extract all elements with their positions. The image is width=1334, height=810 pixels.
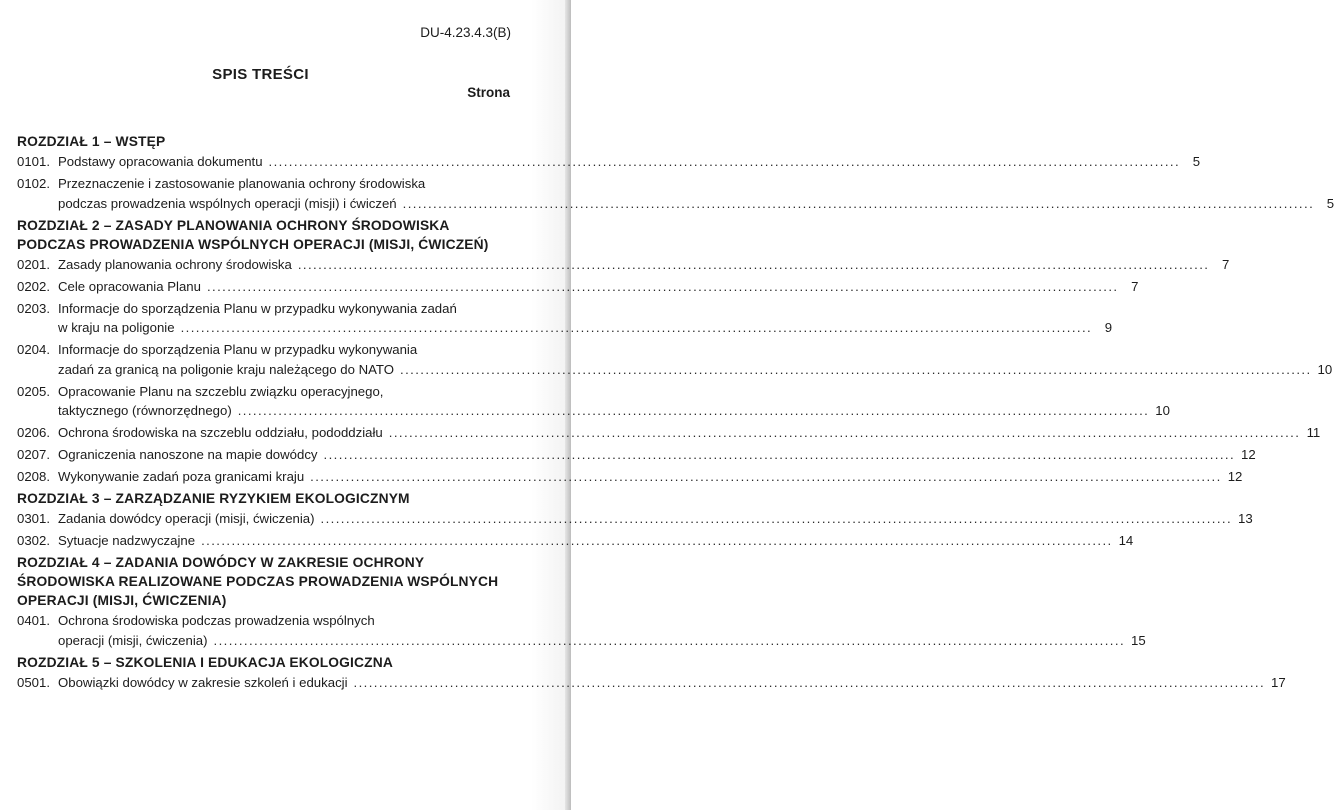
entry-title-last-line [58,531,1133,551]
entry-number: 0205. [17,383,51,399]
entry-body [58,509,1252,529]
entry-body [58,340,1332,379]
entry-number: 0201. [17,256,51,272]
dot-leader [321,509,1233,529]
dot-leader [400,360,1312,380]
entry-title-last-line [58,194,1334,214]
page-number: 12 [1241,447,1256,462]
entry-body [58,531,1133,551]
entry-title-last-line [58,631,1145,651]
entry-number: 0101. [17,154,51,169]
dot-leader [354,673,1266,693]
chapter-heading: ROZDZIAŁ 3 – ZARZĄDZANIE RYZYKIEM EKOLOGICZNYM [17,491,410,506]
entry-number: 0204. [17,342,51,357]
toc-entry[interactable] [17,174,1334,213]
page-number: 5 [1326,195,1334,211]
toc-entry[interactable] [17,299,1113,338]
table-of-contents [17,130,1334,695]
entry-body [58,382,1169,421]
entry-body [58,611,1145,650]
entry-title-line: Przeznaczenie i zastosowanie planowania ochrony środowiska [58,176,426,191]
entry-title-last-line [58,467,1242,487]
entry-title-last-line [58,255,1229,275]
page-number: 10 [1317,361,1333,377]
toc-entry[interactable] [17,152,1201,172]
page-number: 10 [1155,403,1170,418]
entry-number: 0203. [17,300,51,316]
dot-leader [207,277,1119,297]
entry-title-line: Wykonywanie zadań poza granicami kraju [58,469,305,484]
entry-title-line: Obowiązki dowódcy w zakresie szkoleń i edukacji [58,674,348,690]
dot-leader [201,531,1113,551]
entry-number: 0206. [17,425,51,440]
entry-title-line: zadań za granicą na poligonie kraju należącego do NATO [58,361,395,377]
page-number: 9 [1104,320,1113,335]
entry-number: 0301. [17,511,51,526]
toc-entry[interactable] [17,673,1286,693]
chapter-heading: ROZDZIAŁ 5 – SZKOLENIA I EDUKACJA EKOLOGICZNA [17,654,393,670]
document-code: DU-4.23.4.3(B) [420,25,511,40]
entry-number: 0208. [17,469,51,484]
entry-title-line: Ograniczenia nanoszone na mapie dowódcy [58,447,318,462]
toc-entry[interactable] [17,277,1139,297]
toc-entry[interactable] [17,531,1134,551]
chapter-heading: ROZDZIAŁ 2 – ZASADY PLANOWANIA OCHRONY ŚRODOWISKA PODCZAS PROWADZENIA WSPÓLNYCH OPERACJI (MISJI, ĆWICZEŃ) [17,217,489,252]
entry-title-last-line [58,509,1252,529]
toc-title: SPIS TREŚCI [212,66,309,83]
entry-title-last-line [58,277,1138,297]
page-number: 12 [1227,469,1243,484]
dot-leader [214,631,1126,651]
entry-number: 0302. [17,533,51,548]
entry-title-line: taktycznego (równorzędnego) [58,403,232,418]
entry-body [58,423,1320,443]
entry-body [58,174,1334,213]
page-number: 11 [1306,425,1321,440]
entry-title-line: Informacje do sporządzenia Planu w przypadku wykonywania [58,342,418,357]
entry-title-line: Ochrona środowiska na szczeblu oddziału, pododdziału [58,425,383,440]
entry-title-line: podczas prowadzenia wspólnych operacji (misji) i ćwiczeń [58,195,397,211]
dot-leader [238,401,1150,421]
dot-leader [324,445,1236,465]
entry-title-line: Zasady planowania ochrony środowiska [58,256,292,272]
entry-number: 0207. [17,447,51,462]
entry-body [58,255,1229,275]
dot-leader [298,255,1210,275]
toc-entry[interactable] [17,509,1253,529]
entry-title-last-line [58,673,1285,693]
entry-title-last-line [58,445,1255,465]
entry-body [58,467,1242,487]
entry-title-line: Ochrona środowiska podczas prowadzenia wspólnych [58,613,375,628]
page-number: 7 [1131,278,1139,294]
page-number: 14 [1118,533,1134,548]
toc-entry[interactable] [17,423,1321,443]
toc-entry[interactable] [17,340,1333,379]
page-column-label: Strona [467,85,510,100]
entry-title-line: Informacje do sporządzenia Planu w przypadku wykonywania zadań [58,300,457,316]
dot-leader [181,318,1093,338]
entry-title-last-line [58,423,1320,443]
entry-number: 0202. [17,278,51,294]
page-number: 15 [1131,632,1146,648]
entry-title-line: Podstawy opracowania dokumentu [58,154,263,169]
toc-entry[interactable] [17,467,1243,487]
page-number: 5 [1192,154,1201,169]
toc-entry[interactable] [17,445,1256,465]
dot-leader [389,423,1301,443]
toc-entry[interactable] [17,255,1230,275]
page-number: 7 [1222,256,1230,272]
entry-title-last-line [58,318,1112,338]
entry-number: 0102. [17,176,51,191]
dot-leader [269,152,1181,172]
entry-title-line: w kraju na poligonie [58,320,175,335]
entry-body [58,445,1255,465]
toc-entry[interactable] [17,611,1146,650]
entry-title-line: Cele opracowania Planu [58,278,201,294]
entry-title-last-line [58,152,1200,172]
entry-number: 0501. [17,674,51,690]
chapter-heading: ROZDZIAŁ 1 – WSTĘP [17,134,166,149]
entry-title-line: Sytuacje nadzwyczajne [58,533,196,548]
chapter-heading: ROZDZIAŁ 4 – ZADANIA DOWÓDCY W ZAKRESIE OCHRONY ŚRODOWISKA REALIZOWANE PODCZAS PROWADZENIA WSPÓLNYCH OPERACJI (MISJI, ĆWICZENIA) [17,555,499,608]
page-number: 13 [1238,511,1253,526]
entry-title-line: operacji (misji, ćwiczenia) [58,632,208,648]
entry-body [58,299,1112,338]
dot-leader [310,467,1222,487]
dot-leader [403,194,1315,214]
entry-title-line: Opracowanie Planu na szczeblu związku operacyjnego, [58,383,384,399]
entry-number: 0401. [17,613,51,628]
entry-title-last-line [58,401,1169,421]
entry-body [58,673,1285,693]
entry-body [58,152,1200,172]
entry-body [58,277,1138,297]
entry-title-last-line [58,360,1332,380]
entry-title-line: Zadania dowódcy operacji (misji, ćwiczenia) [58,511,315,526]
toc-entry[interactable] [17,382,1170,421]
page-number: 17 [1271,674,1286,690]
